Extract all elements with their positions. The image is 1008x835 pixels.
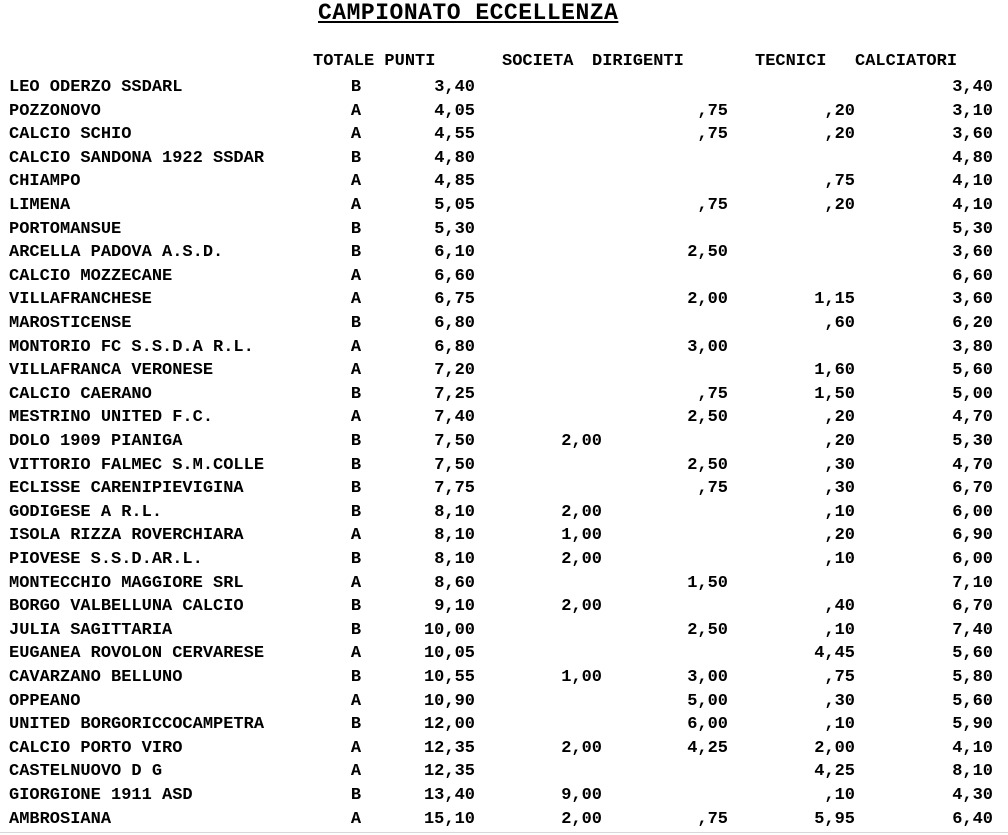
group-letter: B bbox=[350, 432, 362, 451]
totale-punti-value: 5,05 bbox=[434, 196, 475, 215]
calciatori-value: 3,40 bbox=[952, 78, 993, 97]
group-letter: B bbox=[350, 78, 362, 97]
table-row bbox=[0, 713, 1008, 737]
dirigenti-value: 3,00 bbox=[687, 668, 728, 687]
totale-punti-value: 4,85 bbox=[434, 172, 475, 192]
tecnici-value: 4,25 bbox=[814, 762, 855, 782]
team-name: MAROSTICENSE bbox=[9, 314, 132, 333]
calciatori-value: 6,90 bbox=[952, 526, 993, 546]
tecnici-value: 1,15 bbox=[814, 290, 855, 310]
group-letter: A bbox=[350, 196, 362, 215]
dirigenti-value: ,75 bbox=[697, 809, 728, 829]
societa-value: 2,00 bbox=[561, 738, 602, 758]
table-row bbox=[0, 218, 1008, 242]
table-row bbox=[0, 76, 1008, 100]
totale-punti-value: 7,40 bbox=[434, 408, 475, 428]
team-name: LEO ODERZO SSDARL bbox=[9, 78, 183, 97]
totale-punti-value: 6,80 bbox=[434, 314, 475, 333]
calciatori-value: 6,40 bbox=[952, 809, 993, 829]
calciatori-value: 8,10 bbox=[952, 762, 993, 782]
tecnici-value: 1,50 bbox=[814, 384, 855, 404]
dirigenti-value: 6,00 bbox=[687, 715, 728, 735]
totale-punti-value: 4,80 bbox=[434, 148, 475, 168]
team-name: ISOLA RIZZA ROVERCHIARA bbox=[9, 526, 244, 546]
table-row bbox=[0, 194, 1008, 218]
team-name: CALCIO SCHIO bbox=[9, 125, 132, 145]
calciatori-value: 3,60 bbox=[952, 290, 993, 310]
team-name: EUGANEA ROVOLON CERVARESE bbox=[9, 644, 265, 664]
calciatori-value: 6,00 bbox=[952, 502, 993, 522]
tecnici-value: ,40 bbox=[824, 597, 855, 617]
totale-punti-value: 7,75 bbox=[434, 479, 475, 499]
totale-punti-value: 12,00 bbox=[423, 715, 475, 735]
tecnici-value: ,30 bbox=[824, 479, 855, 499]
societa-value: 2,00 bbox=[561, 597, 602, 617]
group-letter: A bbox=[350, 101, 362, 121]
calciatori-value: 3,80 bbox=[952, 337, 993, 357]
table-row bbox=[0, 312, 1008, 336]
group-letter: A bbox=[350, 762, 362, 782]
team-name: UNITED BORGORICCOCAMPETRA bbox=[9, 715, 265, 735]
table-row bbox=[0, 808, 1008, 832]
societa-value: 1,00 bbox=[561, 526, 602, 546]
calciatori-value: 6,70 bbox=[952, 479, 993, 499]
group-letter: A bbox=[350, 573, 362, 593]
team-name: ARCELLA PADOVA A.S.D. bbox=[9, 243, 224, 263]
table-row bbox=[0, 501, 1008, 525]
group-letter: A bbox=[350, 408, 362, 428]
team-name: CAVARZANO BELLUNO bbox=[9, 668, 183, 687]
societa-value: 2,00 bbox=[561, 550, 602, 569]
dirigenti-value: ,75 bbox=[697, 479, 728, 499]
societa-value: 2,00 bbox=[561, 502, 602, 522]
totale-punti-value: 12,35 bbox=[423, 738, 475, 758]
header-totale-punti: TOTALE PUNTI bbox=[313, 52, 436, 71]
calciatori-value: 5,30 bbox=[952, 432, 993, 451]
group-letter: B bbox=[350, 314, 362, 333]
team-name: MONTECCHIO MAGGIORE SRL bbox=[9, 573, 244, 593]
team-name: VILLAFRANCA VERONESE bbox=[9, 361, 214, 381]
team-name: POZZONOVO bbox=[9, 101, 101, 121]
table-row bbox=[0, 336, 1008, 360]
calciatori-value: 3,10 bbox=[952, 101, 993, 121]
calciatori-value: 5,90 bbox=[952, 715, 993, 735]
group-letter: A bbox=[350, 691, 362, 711]
societa-value: 2,00 bbox=[561, 809, 602, 829]
dirigenti-value: 2,50 bbox=[687, 620, 728, 640]
tecnici-value: ,20 bbox=[824, 526, 855, 546]
tecnici-value: ,20 bbox=[824, 432, 855, 451]
tecnici-value: ,75 bbox=[824, 668, 855, 687]
calciatori-value: 7,40 bbox=[952, 620, 993, 640]
totale-punti-value: 7,25 bbox=[434, 384, 475, 404]
tecnici-value: ,10 bbox=[824, 786, 855, 805]
group-letter: B bbox=[350, 243, 362, 263]
calciatori-value: 4,10 bbox=[952, 196, 993, 215]
table-row bbox=[0, 265, 1008, 289]
team-name: GIORGIONE 1911 ASD bbox=[9, 786, 193, 805]
group-letter: B bbox=[350, 597, 362, 617]
group-letter: B bbox=[350, 620, 362, 640]
tecnici-value: ,10 bbox=[824, 502, 855, 522]
totale-punti-value: 8,10 bbox=[434, 502, 475, 522]
calciatori-value: 5,30 bbox=[952, 219, 993, 239]
societa-value: 9,00 bbox=[561, 786, 602, 805]
tecnici-value: 1,60 bbox=[814, 361, 855, 381]
societa-value: 2,00 bbox=[561, 432, 602, 451]
calciatori-value: 5,60 bbox=[952, 361, 993, 381]
table-row bbox=[0, 383, 1008, 407]
calciatori-value: 4,80 bbox=[952, 148, 993, 168]
totale-punti-value: 7,50 bbox=[434, 432, 475, 451]
team-name: MONTORIO FC S.S.D.A R.L. bbox=[9, 337, 254, 357]
tecnici-value: ,20 bbox=[824, 125, 855, 145]
table-row bbox=[0, 666, 1008, 690]
tecnici-value: 2,00 bbox=[814, 738, 855, 758]
team-name: VILLAFRANCHESE bbox=[9, 290, 152, 310]
dirigenti-value: 1,50 bbox=[687, 573, 728, 593]
team-name: CASTELNUOVO D G bbox=[9, 762, 163, 782]
table-row bbox=[0, 619, 1008, 643]
group-letter: A bbox=[350, 526, 362, 546]
group-letter: A bbox=[350, 809, 362, 829]
table-row bbox=[0, 477, 1008, 501]
totale-punti-value: 8,10 bbox=[434, 550, 475, 569]
group-letter: B bbox=[350, 715, 362, 735]
calciatori-value: 5,60 bbox=[952, 644, 993, 664]
group-letter: B bbox=[350, 668, 362, 687]
totale-punti-value: 4,55 bbox=[434, 125, 475, 145]
header-tecnici: TECNICI bbox=[755, 52, 827, 71]
dirigenti-value: 2,00 bbox=[687, 290, 728, 310]
calciatori-value: 7,10 bbox=[952, 573, 993, 593]
calciatori-value: 4,70 bbox=[952, 408, 993, 428]
totale-punti-value: 15,10 bbox=[423, 809, 475, 829]
table-row bbox=[0, 170, 1008, 194]
totale-punti-value: 12,35 bbox=[423, 762, 475, 782]
totale-punti-value: 10,00 bbox=[423, 620, 475, 640]
table-row bbox=[0, 359, 1008, 383]
team-name: ECLISSE CARENIPIEVIGINA bbox=[9, 479, 244, 499]
table-row bbox=[0, 430, 1008, 454]
calciatori-value: 6,70 bbox=[952, 597, 993, 617]
team-name: PORTOMANSUE bbox=[9, 219, 122, 239]
group-letter: A bbox=[350, 738, 362, 758]
table-row bbox=[0, 690, 1008, 714]
tecnici-value: ,20 bbox=[824, 101, 855, 121]
team-name: DOLO 1909 PIANIGA bbox=[9, 432, 183, 451]
table-row bbox=[0, 548, 1008, 572]
group-letter: B bbox=[350, 455, 362, 475]
table-row bbox=[0, 406, 1008, 430]
team-name: CHIAMPO bbox=[9, 172, 81, 192]
table-row bbox=[0, 123, 1008, 147]
team-name: VITTORIO FALMEC S.M.COLLE bbox=[9, 455, 265, 475]
tecnici-value: ,10 bbox=[824, 620, 855, 640]
totale-punti-value: 9,10 bbox=[434, 597, 475, 617]
group-letter: A bbox=[350, 361, 362, 381]
group-letter: B bbox=[350, 148, 362, 168]
page-title: CAMPIONATO ECCELLENZA bbox=[318, 0, 619, 26]
totale-punti-value: 6,60 bbox=[434, 266, 475, 286]
dirigenti-value: 2,50 bbox=[687, 408, 728, 428]
team-name: CALCIO CAERANO bbox=[9, 384, 152, 404]
calciatori-value: 3,60 bbox=[952, 243, 993, 263]
calciatori-value: 4,70 bbox=[952, 455, 993, 475]
calciatori-value: 4,30 bbox=[952, 786, 993, 805]
table-row bbox=[0, 784, 1008, 808]
table-row bbox=[0, 100, 1008, 124]
table-row bbox=[0, 595, 1008, 619]
team-name: GODIGESE A R.L. bbox=[9, 502, 163, 522]
table-row bbox=[0, 147, 1008, 171]
team-name: JULIA SAGITTARIA bbox=[9, 620, 173, 640]
team-name: CALCIO PORTO VIRO bbox=[9, 738, 183, 758]
team-name: MESTRINO UNITED F.C. bbox=[9, 408, 214, 428]
table-row bbox=[0, 288, 1008, 312]
tecnici-value: ,10 bbox=[824, 550, 855, 569]
team-name: LIMENA bbox=[9, 196, 71, 215]
tecnici-value: 4,45 bbox=[814, 644, 855, 664]
tecnici-value: ,20 bbox=[824, 196, 855, 215]
totale-punti-value: 10,55 bbox=[423, 668, 475, 687]
totale-punti-value: 6,80 bbox=[434, 337, 475, 357]
tecnici-value: ,30 bbox=[824, 455, 855, 475]
table-row bbox=[0, 241, 1008, 265]
table-row bbox=[0, 524, 1008, 548]
tecnici-value: ,10 bbox=[824, 715, 855, 735]
group-letter: B bbox=[350, 502, 362, 522]
team-name: BORGO VALBELLUNA CALCIO bbox=[9, 597, 244, 617]
table-row bbox=[0, 642, 1008, 666]
tecnici-value: ,60 bbox=[824, 314, 855, 333]
group-letter: A bbox=[350, 337, 362, 357]
dirigenti-value: ,75 bbox=[697, 101, 728, 121]
calciatori-value: 6,60 bbox=[952, 266, 993, 286]
dirigenti-value: ,75 bbox=[697, 125, 728, 145]
calciatori-value: 5,00 bbox=[952, 384, 993, 404]
group-letter: B bbox=[350, 786, 362, 805]
societa-value: 1,00 bbox=[561, 668, 602, 687]
totale-punti-value: 7,50 bbox=[434, 455, 475, 475]
totale-punti-value: 8,60 bbox=[434, 573, 475, 593]
totale-punti-value: 6,75 bbox=[434, 290, 475, 310]
calciatori-value: 6,00 bbox=[952, 550, 993, 569]
dirigenti-value: ,75 bbox=[697, 384, 728, 404]
group-letter: A bbox=[350, 290, 362, 310]
group-letter: B bbox=[350, 219, 362, 239]
team-name: PIOVESE S.S.D.AR.L. bbox=[9, 550, 203, 569]
totale-punti-value: 10,90 bbox=[423, 691, 475, 711]
tecnici-value: ,75 bbox=[824, 172, 855, 192]
totale-punti-value: 8,10 bbox=[434, 526, 475, 546]
tecnici-value: ,30 bbox=[824, 691, 855, 711]
team-name: CALCIO SANDONA 1922 SSDAR bbox=[9, 148, 265, 168]
dirigenti-value: 2,50 bbox=[687, 243, 728, 263]
tecnici-value: ,20 bbox=[824, 408, 855, 428]
bottom-divider bbox=[0, 832, 1008, 833]
totale-punti-value: 13,40 bbox=[423, 786, 475, 805]
table-row bbox=[0, 454, 1008, 478]
team-name: CALCIO MOZZECANE bbox=[9, 266, 173, 286]
dirigenti-value: 4,25 bbox=[687, 738, 728, 758]
group-letter: A bbox=[350, 266, 362, 286]
totale-punti-value: 3,40 bbox=[434, 78, 475, 97]
table-row bbox=[0, 572, 1008, 596]
header-societa: SOCIETA bbox=[502, 52, 574, 71]
group-letter: A bbox=[350, 172, 362, 192]
totale-punti-value: 7,20 bbox=[434, 361, 475, 381]
calciatori-value: 5,80 bbox=[952, 668, 993, 687]
tecnici-value: 5,95 bbox=[814, 809, 855, 829]
dirigenti-value: 2,50 bbox=[687, 455, 728, 475]
calciatori-value: 6,20 bbox=[952, 314, 993, 333]
table-row bbox=[0, 760, 1008, 784]
group-letter: B bbox=[350, 384, 362, 404]
header-calciatori: CALCIATORI bbox=[855, 52, 958, 71]
group-letter: A bbox=[350, 644, 362, 664]
totale-punti-value: 4,05 bbox=[434, 101, 475, 121]
totale-punti-value: 5,30 bbox=[434, 219, 475, 239]
group-letter: B bbox=[350, 479, 362, 499]
dirigenti-value: ,75 bbox=[697, 196, 728, 215]
calciatori-value: 5,60 bbox=[952, 691, 993, 711]
team-name: AMBROSIANA bbox=[9, 809, 112, 829]
totale-punti-value: 6,10 bbox=[434, 243, 475, 263]
dirigenti-value: 3,00 bbox=[687, 337, 728, 357]
totale-punti-value: 10,05 bbox=[423, 644, 475, 664]
group-letter: B bbox=[350, 550, 362, 569]
dirigenti-value: 5,00 bbox=[687, 691, 728, 711]
calciatori-value: 3,60 bbox=[952, 125, 993, 145]
team-name: OPPEANO bbox=[9, 691, 81, 711]
table-row bbox=[0, 737, 1008, 761]
group-letter: A bbox=[350, 125, 362, 145]
header-dirigenti: DIRIGENTI bbox=[592, 52, 684, 71]
calciatori-value: 4,10 bbox=[952, 738, 993, 758]
calciatori-value: 4,10 bbox=[952, 172, 993, 192]
